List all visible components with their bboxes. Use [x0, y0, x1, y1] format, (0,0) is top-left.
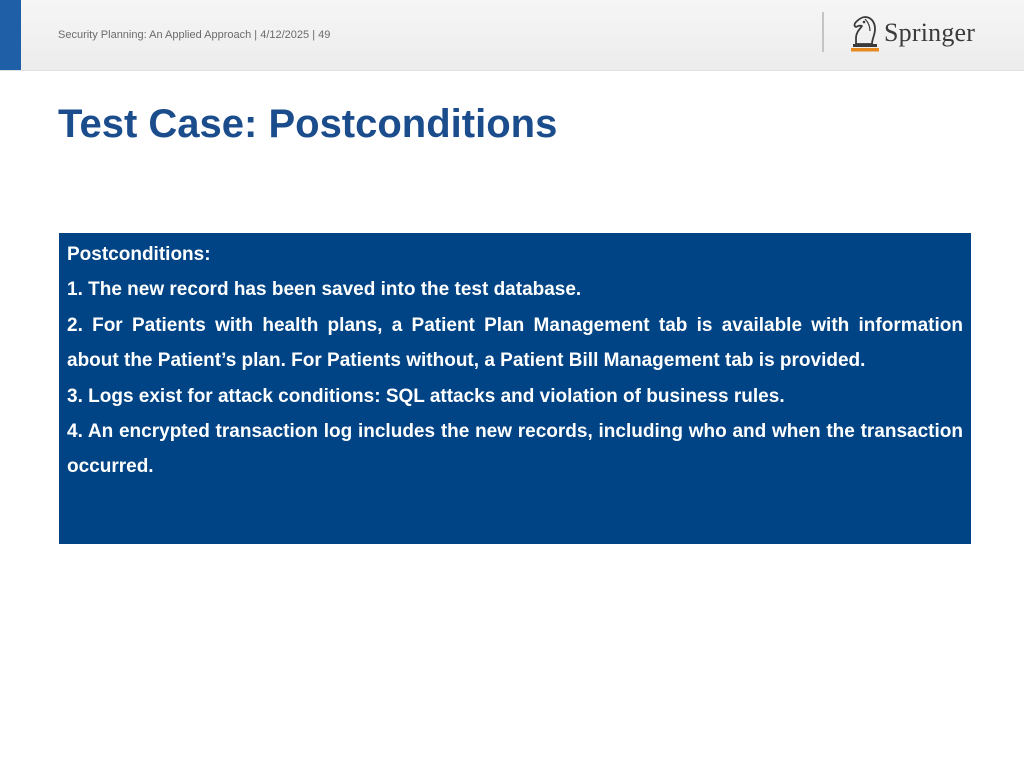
springer-logo — [850, 12, 980, 56]
logo-divider — [822, 12, 824, 52]
postcondition-item-4: 4. An encrypted transaction log includes the new records, including who and when the transaction occurred. — [67, 421, 963, 478]
page-title: Test Case: Postconditions — [58, 102, 558, 146]
postcondition-item-3: 3. Logs exist for attack conditions: SQL attacks and violation of business rules. — [67, 385, 785, 407]
postconditions-box — [59, 233, 971, 544]
postcondition-item-1: 1. The new record has been saved into the test database. — [67, 279, 582, 301]
postconditions-heading: Postconditions: — [67, 244, 211, 265]
header-band — [0, 0, 1024, 71]
chess-knight-icon — [850, 14, 880, 52]
postcondition-item-2: 2. For Patients with health plans, a Patient Plan Management tab is available with information about the Patient’s plan. For Patients without, a Patient Bill Management tab is provided. — [67, 314, 963, 372]
logo-text: Springer — [884, 18, 976, 47]
header-meta-text: Security Planning: An Applied Approach | 4/12/2025 | 49 — [58, 29, 331, 41]
accent-bar — [0, 0, 21, 70]
